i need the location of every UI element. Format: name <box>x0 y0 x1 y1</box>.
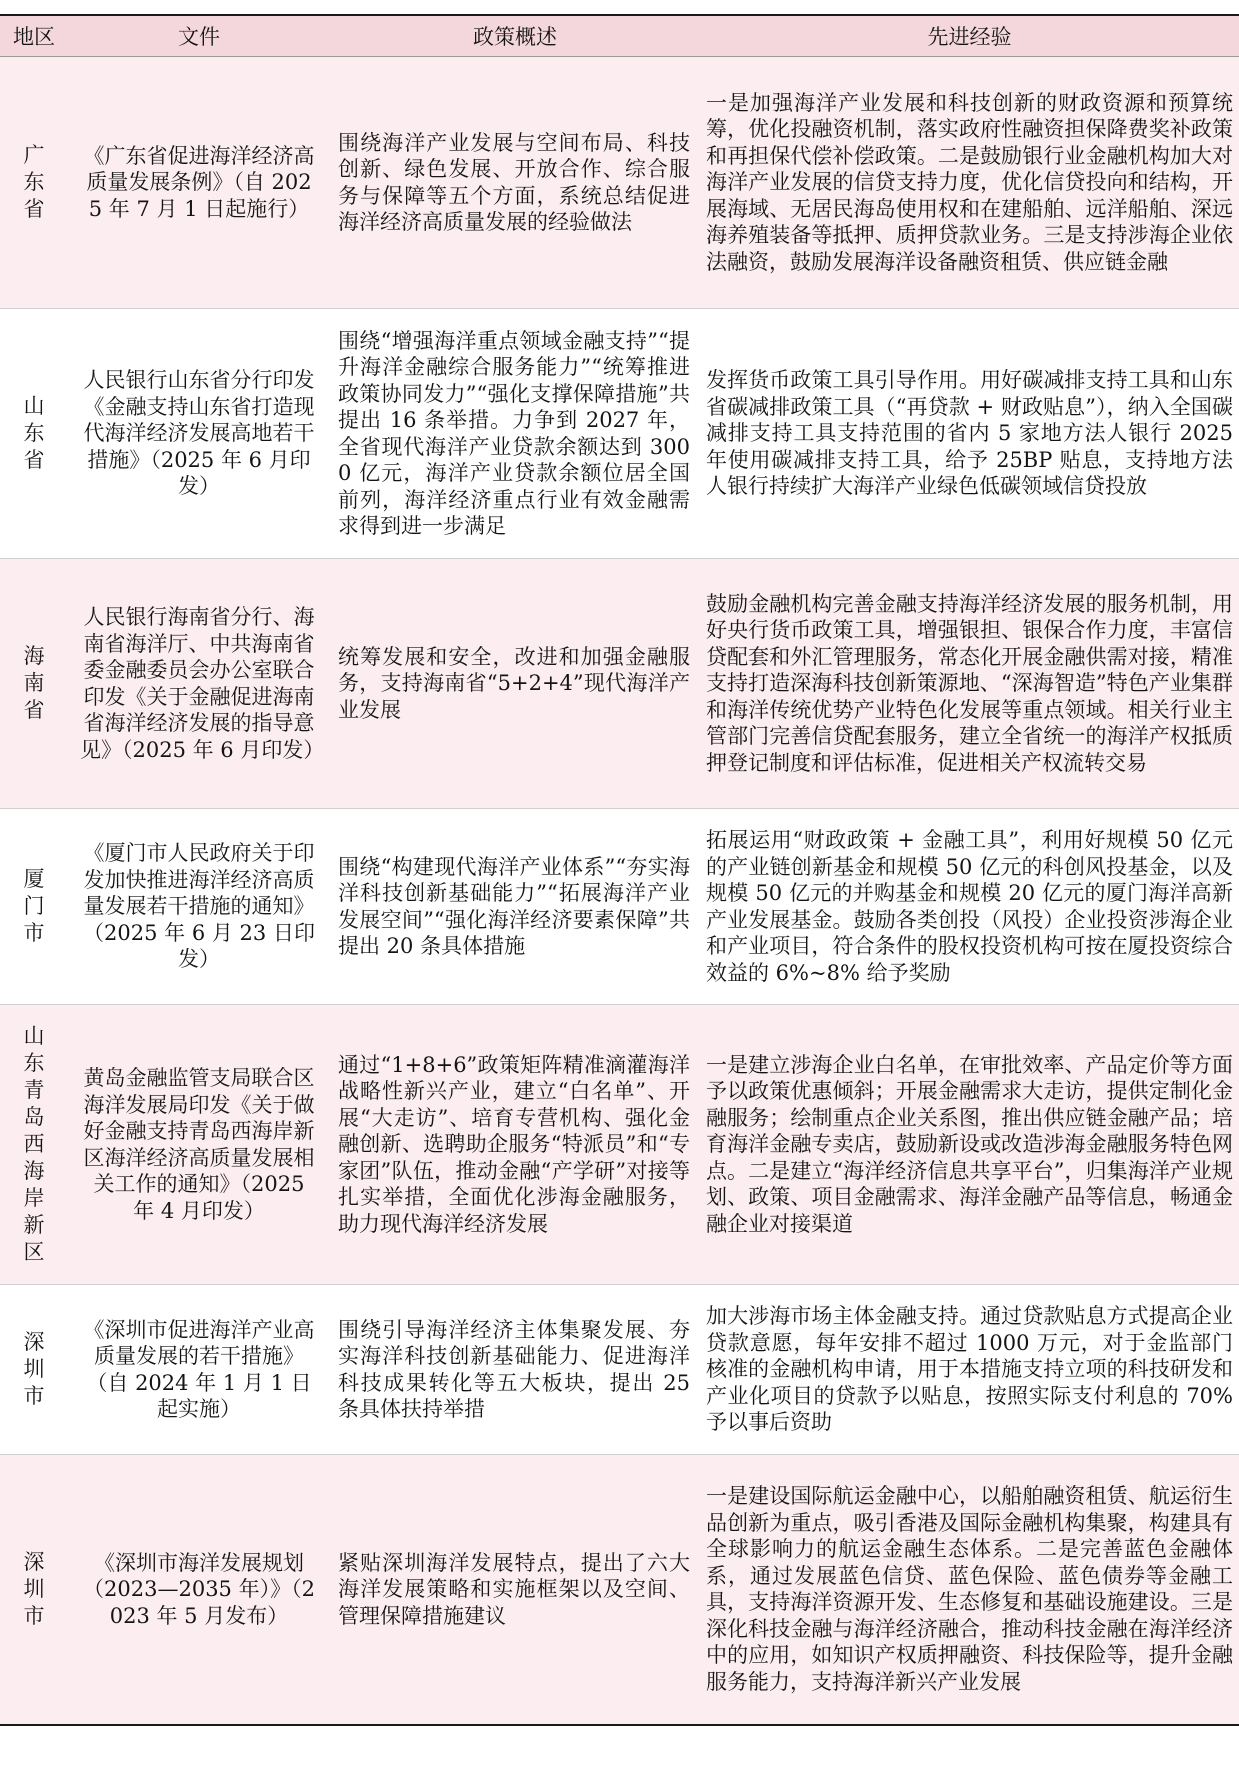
summary-cell: 通过“1+8+6”政策矩阵精准滴灌海洋战略性新兴产业，建立“白名单”、开展“大走访”、培育专营机构、强化金融创新、选聘助企服务“特派员”和“专家团”队伍，推动金融“产学研”对接等扎实举措，全面优化涉海金融服务，助力现代海洋经济发展 <box>330 1005 700 1285</box>
experience-cell: 拓展运用“财政政策 + 金融工具”，利用好规模 50 亿元的产业链创新基金和规模 50 亿元的科创风投基金，以及规模 50 亿元的并购基金和规模 20 亿元的厦门海洋高新产业发展基金。鼓励各类创投（风投）企业投资涉海企业和产业项目，符合条件的股权投资机构可按在厦投资综合效益的 6%~8% 给予奖励 <box>700 809 1239 1005</box>
experience-cell: 一是建设国际航运金融中心，以船舶融资租赁、航运衍生品创新为重点，吸引香港及国际金融机构集聚，构建具有全球影响力的航运金融生态体系。二是完善蓝色金融体系，通过发展蓝色信贷、蓝色保险、蓝色债券等金融工具，支持海洋资源开发、生态修复和基础设施建设。三是深化科技金融与海洋经济融合，推动科技金融在海洋经济中的应用，如知识产权质押融资、科技保险等，提升金融服务能力，支持海洋新兴产业发展 <box>700 1455 1239 1725</box>
summary-cell: 围绕“增强海洋重点领域金融支持”“提升海洋金融综合服务能力”“统筹推进政策协同发力”“强化支撑保障措施”共提出 16 条举措。力争到 2027 年，全省现代海洋产业贷款余额达到 3000 亿元，海洋产业贷款余额位居全国前列，海洋经济重点行业有效金融需求得到进一步满足 <box>330 309 700 559</box>
header-summary: 政策概述 <box>330 16 700 57</box>
table-row <box>0 809 1239 1005</box>
experience-cell: 加大涉海市场主体金融支持。通过贷款贴息方式提高企业贷款意愿，每年安排不超过 1000 万元，对于金监部门核准的金融机构申请，用于本措施支持立项的科技研发和产业化项目的贷款予以贴息，按照实际支付利息的 70% 予以事后资助 <box>700 1285 1239 1455</box>
table-row <box>0 1005 1239 1285</box>
table-row <box>0 57 1239 309</box>
experience-cell: 鼓励金融机构完善金融支持海洋经济发展的服务机制，用好央行货币政策工具，增强银担、银保合作力度，丰富信贷配套和外汇管理服务，常态化开展金融供需对接，精准支持打造深海科技创新策源地、“深海智造”特色产业集群和海洋传统优势产业特色化发展等重点领域。相关行业主管部门完善信贷配套服务，建立全省统一的海洋产权抵质押登记制度和评估标准，促进相关产权流转交易 <box>700 559 1239 809</box>
region-cell: 深圳市 <box>0 1285 68 1455</box>
table-header-row <box>0 16 1239 57</box>
region-cell: 深圳市 <box>0 1455 68 1725</box>
document-cell: 人民银行山东省分行印发《金融支持山东省打造现代海洋经济发展高地若干措施》（2025 年 6 月印发） <box>68 309 330 559</box>
document-cell: 《广东省促进海洋经济高质量发展条例》（自 2025 年 7 月 1 日起施行） <box>68 57 330 309</box>
table-row <box>0 309 1239 559</box>
summary-cell: 围绕引导海洋经济主体集聚发展、夯实海洋科技创新基础能力、促进海洋科技成果转化等五大板块，提出 25 条具体扶持举措 <box>330 1285 700 1455</box>
header-region: 地区 <box>0 16 68 57</box>
summary-cell: 统筹发展和安全，改进和加强金融服务，支持海南省“5+2+4”现代海洋产业发展 <box>330 559 700 809</box>
document-cell: 人民银行海南省分行、海南省海洋厅、中共海南省委金融委员会办公室联合印发《关于金融促进海南省海洋经济发展的指导意见》（2025 年 6 月印发） <box>68 559 330 809</box>
header-experience: 先进经验 <box>700 16 1239 57</box>
summary-cell: 围绕“构建现代海洋产业体系”“夯实海洋科技创新基础能力”“拓展海洋产业发展空间”“强化海洋经济要素保障”共提出 20 条具体措施 <box>330 809 700 1005</box>
summary-cell: 紧贴深圳海洋发展特点，提出了六大海洋发展策略和实施框架以及空间、管理保障措施建议 <box>330 1455 700 1725</box>
experience-cell: 发挥货币政策工具引导作用。用好碳减排支持工具和山东省碳减排政策工具（“再贷款 + 财政贴息”），纳入全国碳减排支持工具支持范围的省内 5 家地方法人银行 2025 年使用碳减排支持工具，给予 25BP 贴息，支持地方法人银行持续扩大海洋产业绿色低碳领域信贷投放 <box>700 309 1239 559</box>
table-row <box>0 1285 1239 1455</box>
document-cell: 《深圳市促进海洋产业高质量发展的若干措施》（自 2024 年 1 月 1 日起实施） <box>68 1285 330 1455</box>
document-cell: 《深圳市海洋发展规划（2023—2035 年）》（2023 年 5 月发布） <box>68 1455 330 1725</box>
table-row <box>0 559 1239 809</box>
policy-table <box>0 16 1239 1726</box>
table-row <box>0 1455 1239 1725</box>
policy-table-container <box>0 14 1239 1726</box>
region-cell: 海南省 <box>0 559 68 809</box>
region-cell: 厦门市 <box>0 809 68 1005</box>
document-cell: 《厦门市人民政府关于印发加快推进海洋经济高质量发展若干措施的通知》（2025 年 6 月 23 日印发） <box>68 809 330 1005</box>
header-document: 文件 <box>68 16 330 57</box>
region-cell: 广东省 <box>0 57 68 309</box>
summary-cell: 围绕海洋产业发展与空间布局、科技创新、绿色发展、开放合作、综合服务与保障等五个方面，系统总结促进海洋经济高质量发展的经验做法 <box>330 57 700 309</box>
experience-cell: 一是加强海洋产业发展和科技创新的财政资源和预算统筹，优化投融资机制，落实政府性融资担保降费奖补政策和再担保代偿补偿政策。二是鼓励银行业金融机构加大对海洋产业发展的信贷支持力度，优化信贷投向和结构，开展海域、无居民海岛使用权和在建船舶、远洋船舶、深远海养殖装备等抵押、质押贷款业务。三是支持涉海企业依法融资，鼓励发展海洋设备融资租赁、供应链金融 <box>700 57 1239 309</box>
region-cell: 山东省 <box>0 309 68 559</box>
region-cell: 山东青岛西海岸新区 <box>0 1005 68 1285</box>
experience-cell: 一是建立涉海企业白名单，在审批效率、产品定价等方面予以政策优惠倾斜；开展金融需求大走访，提供定制化金融服务；绘制重点企业关系图，推出供应链金融产品；培育海洋金融专卖店，鼓励新设或改造涉海金融服务特色网点。二是建立“海洋经济信息共享平台”，归集海洋产业规划、政策、项目金融需求、海洋金融产品等信息，畅通金融企业对接渠道 <box>700 1005 1239 1285</box>
document-cell: 黄岛金融监管支局联合区海洋发展局印发《关于做好金融支持青岛西海岸新区海洋经济高质量发展相关工作的通知》（2025 年 4 月印发） <box>68 1005 330 1285</box>
